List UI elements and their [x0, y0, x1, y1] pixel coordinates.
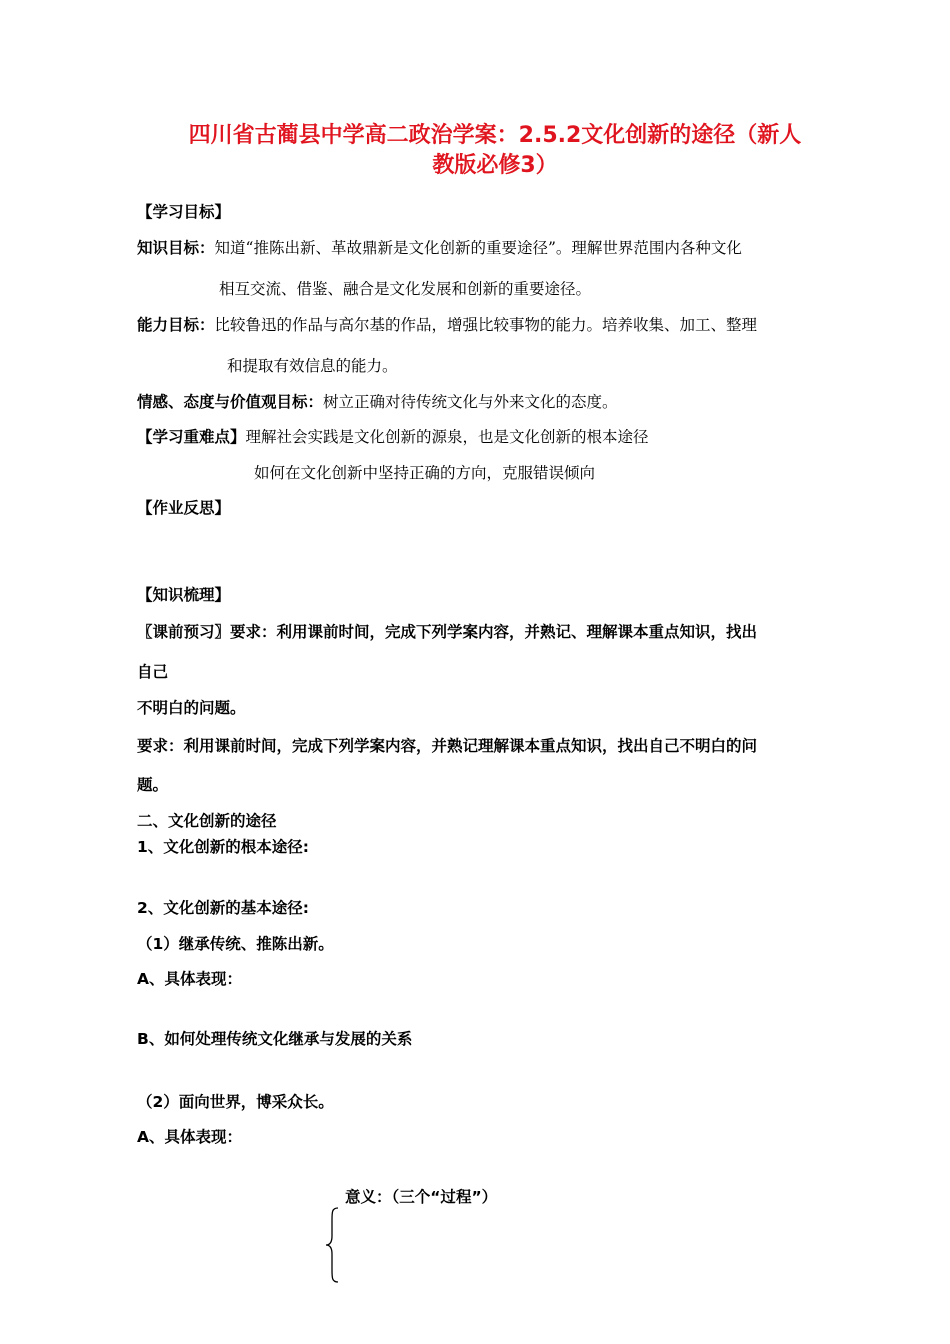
- knowledge-goal-line: [137, 237, 742, 259]
- sub1-b-relationship: B、如何处理传统文化继承与发展的关系: [137, 1030, 413, 1048]
- item1-root-path: 1、文化创新的根本途径:: [137, 838, 309, 856]
- learning-goals-heading: 【学习目标】: [137, 203, 231, 221]
- document-title-line2: 教版必修3）: [432, 153, 558, 178]
- emotion-goal-line: [137, 391, 618, 413]
- document-title-line1: 四川省古蔺县中学高二政治学案：2.5.2文化创新的途径（新人: [188, 123, 802, 148]
- knowledge-goal-text: 知道“推陈出新、革故鼎新是文化创新的重要途径”。理解世界范围内各种文化: [214, 239, 742, 257]
- emotion-goal-label: 情感、态度与价值观目标：: [137, 393, 324, 411]
- homework-heading: 【作业反思】: [137, 499, 231, 517]
- sub2-face-world: （2）面向世界，博采众长。: [137, 1093, 334, 1111]
- ability-goal-line: [137, 314, 757, 336]
- preview-requirement-line1: 〖课前预习〗要求：利用课前时间，完成下列学案内容，并熟记、理解课本重点知识，找出: [137, 623, 758, 641]
- ability-goal-label: 能力目标：: [137, 316, 215, 334]
- sub2-a-manifestation: A、具体表现：: [137, 1128, 242, 1146]
- left-brace-icon: [322, 1206, 346, 1284]
- key-points-text: 理解社会实践是文化创新的源泉，也是文化创新的根本途径: [245, 428, 649, 446]
- sub1-a-manifestation: A、具体表现：: [137, 970, 242, 988]
- knowledge-goal-continuation: 相互交流、借鉴、融合是文化发展和创新的重要途径。: [219, 280, 592, 298]
- meaning-label: 意义：（三个“过程”）: [345, 1188, 498, 1206]
- emotion-goal-text: 树立正确对待传统文化与外来文化的态度。: [323, 393, 618, 411]
- key-points-line: [137, 426, 649, 448]
- preview-requirement-line2: 自己: [137, 663, 169, 681]
- knowledge-goal-label: 知识目标：: [137, 239, 215, 257]
- requirement-line1: 要求：利用课前时间，完成下列学案内容，并熟记理解课本重点知识，找出自己不明白的问: [137, 737, 758, 755]
- ability-goal-continuation: 和提取有效信息的能力。: [227, 357, 398, 375]
- item2-basic-path: 2、文化创新的基本途径:: [137, 899, 309, 917]
- requirement-line2: 题。: [137, 776, 169, 794]
- preview-requirement-line3: 不明白的问题。: [137, 699, 246, 717]
- section2-heading: 二、文化创新的途径: [137, 812, 277, 830]
- knowledge-review-heading: 【知识梳理】: [137, 586, 231, 604]
- key-points-continuation: 如何在文化创新中坚持正确的方向，克服错误倾向: [254, 464, 596, 482]
- ability-goal-text: 比较鲁迅的作品与高尔基的作品，增强比较事物的能力。培养收集、加工、整理: [214, 316, 758, 334]
- sub1-inherit-tradition: （1）继承传统、推陈出新。: [137, 935, 334, 953]
- key-points-heading: 【学习重难点】: [137, 428, 246, 446]
